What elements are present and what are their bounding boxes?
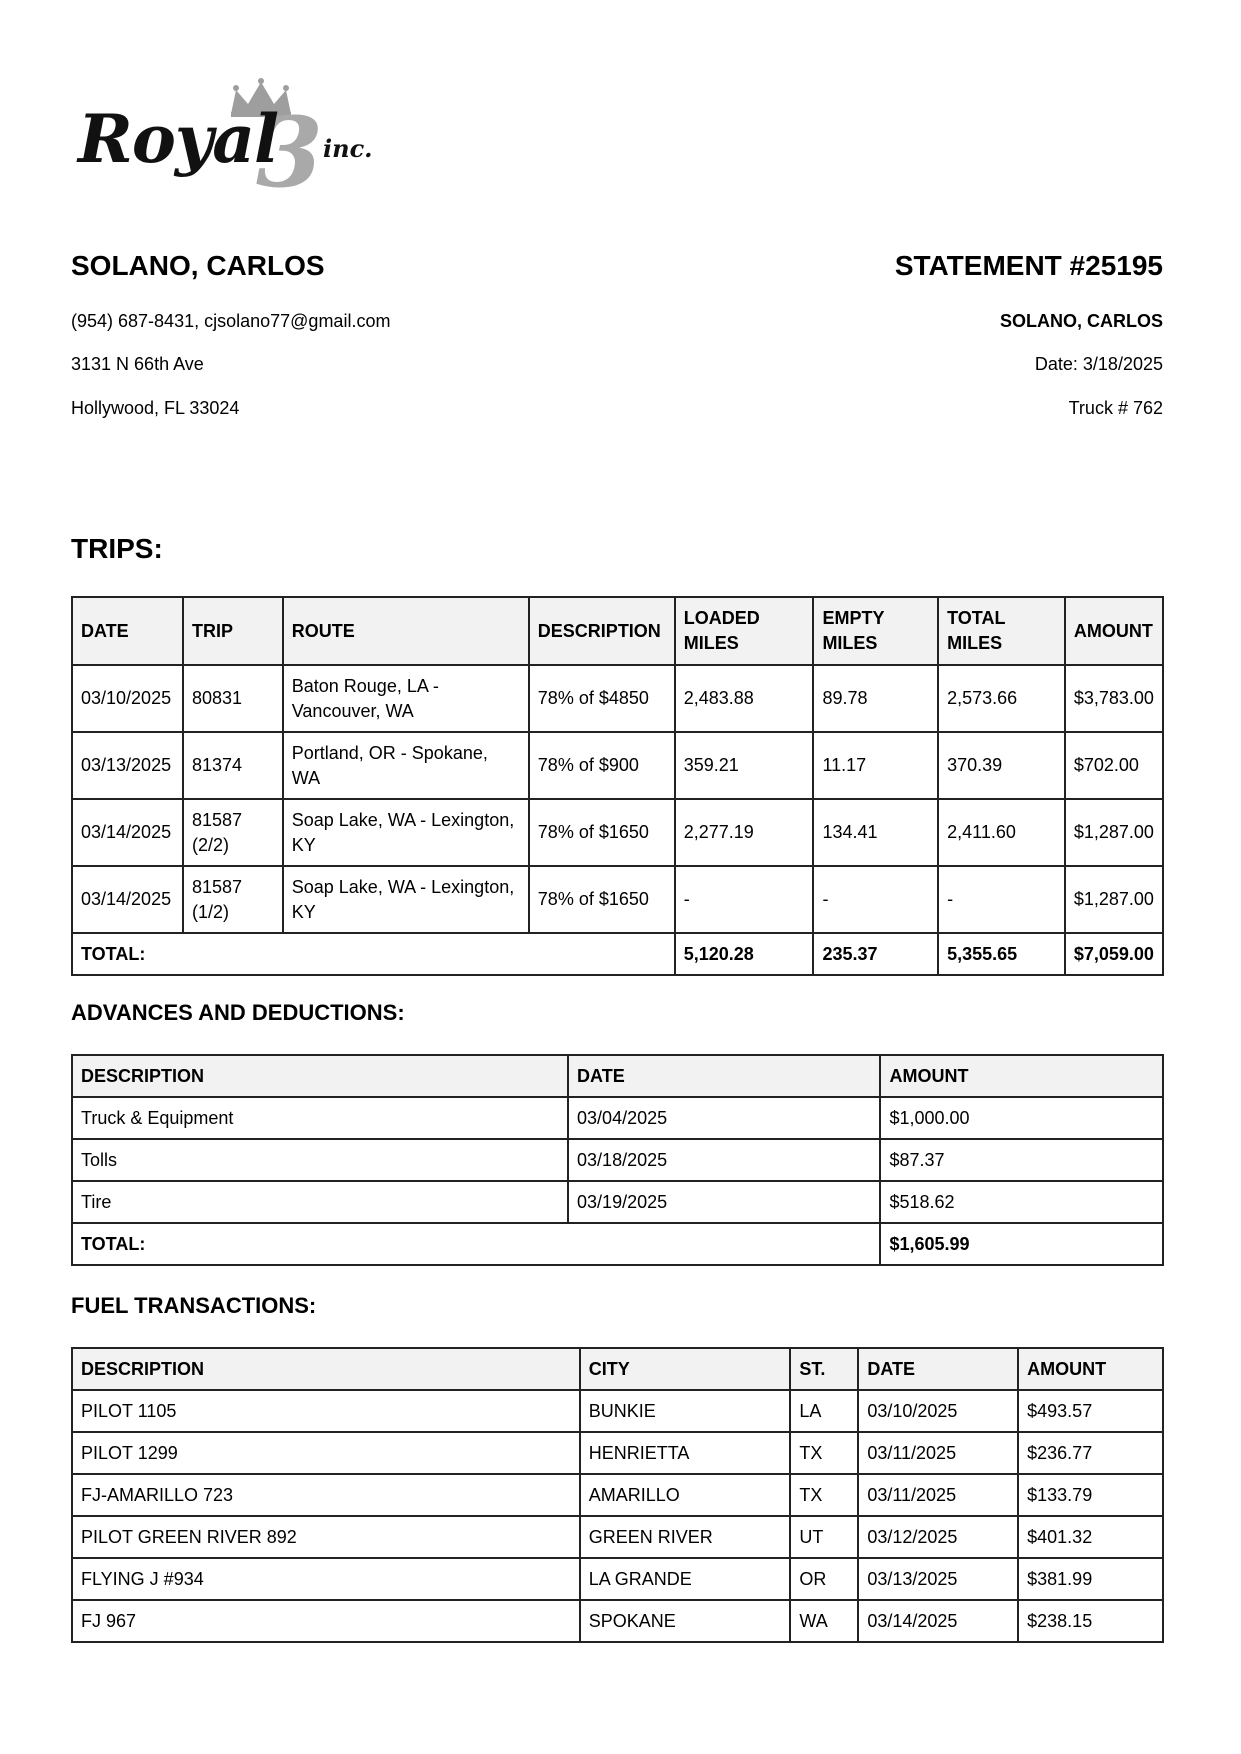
total-miles: 370.39 <box>938 732 1065 799</box>
table-row <box>72 1432 1163 1474</box>
trips-total-row <box>72 933 1163 975</box>
fuel-amount: $401.32 <box>1018 1516 1163 1558</box>
fuel-date: 03/11/2025 <box>858 1474 1018 1516</box>
address-line-1: 3131 N 66th Ave <box>71 354 204 374</box>
trip-route: Soap Lake, WA - Lexington, KY <box>283 866 529 933</box>
trip-description: 78% of $4850 <box>529 665 675 732</box>
fuel-state: OR <box>790 1558 858 1600</box>
company-logo <box>78 78 388 209</box>
column-header: LOADED MILES <box>675 597 814 665</box>
column-header: DESCRIPTION <box>72 1055 568 1097</box>
empty-miles: 89.78 <box>813 665 938 732</box>
table-row <box>72 732 1163 799</box>
total-miles: 2,573.66 <box>938 665 1065 732</box>
table-header-row <box>72 597 1163 665</box>
empty-miles: 11.17 <box>813 732 938 799</box>
total-miles: 2,411.60 <box>938 799 1065 866</box>
fuel-city: GREEN RIVER <box>580 1516 791 1558</box>
table-row <box>72 1390 1163 1432</box>
deduction-date: 03/19/2025 <box>568 1181 880 1223</box>
trip-number: 81587 (2/2) <box>183 799 283 866</box>
fuel-state: TX <box>790 1432 858 1474</box>
table-row <box>72 1181 1163 1223</box>
fuel-state: UT <box>790 1516 858 1558</box>
fuel-amount: $236.77 <box>1018 1432 1163 1474</box>
advances-total-row <box>72 1223 1163 1265</box>
fuel-table <box>71 1347 1164 1643</box>
trip-route: Portland, OR - Spokane, WA <box>283 732 529 799</box>
trip-date: 03/10/2025 <box>72 665 183 732</box>
fuel-date: 03/13/2025 <box>858 1558 1018 1600</box>
total-label: TOTAL: <box>72 1223 880 1265</box>
logo-suffix: inc. <box>323 134 373 163</box>
trip-description: 78% of $900 <box>529 732 675 799</box>
address-line-2: Hollywood, FL 33024 <box>71 398 240 418</box>
total-miles: - <box>938 866 1065 933</box>
column-header: TOTAL MILES <box>938 597 1065 665</box>
column-header: ST. <box>790 1348 858 1390</box>
logo-wordmark: Royal <box>78 100 279 178</box>
column-header: DATE <box>72 597 183 665</box>
table-row <box>72 1558 1163 1600</box>
column-header: AMOUNT <box>1065 597 1163 665</box>
trip-number: 81374 <box>183 732 283 799</box>
loaded-miles: 2,277.19 <box>675 799 814 866</box>
fuel-amount: $493.57 <box>1018 1390 1163 1432</box>
trips-section-title: TRIPS: <box>71 533 163 564</box>
deduction-amount: $87.37 <box>880 1139 1163 1181</box>
total-total-miles: 5,355.65 <box>938 933 1065 975</box>
fuel-date: 03/11/2025 <box>858 1432 1018 1474</box>
deduction-date: 03/04/2025 <box>568 1097 880 1139</box>
table-row <box>72 1600 1163 1642</box>
deduction-amount: $518.62 <box>880 1181 1163 1223</box>
fuel-description: PILOT 1299 <box>72 1432 580 1474</box>
contact-info: (954) 687-8431, cjsolano77@gmail.com <box>71 311 391 331</box>
fuel-city: AMARILLO <box>580 1474 791 1516</box>
column-header: CITY <box>580 1348 791 1390</box>
total-empty-miles: 235.37 <box>813 933 938 975</box>
loaded-miles: 359.21 <box>675 732 814 799</box>
table-row <box>72 799 1163 866</box>
fuel-date: 03/12/2025 <box>858 1516 1018 1558</box>
trip-amount: $3,783.00 <box>1065 665 1163 732</box>
trip-date: 03/14/2025 <box>72 866 183 933</box>
fuel-state: TX <box>790 1474 858 1516</box>
fuel-city: SPOKANE <box>580 1600 791 1642</box>
column-header: AMOUNT <box>1018 1348 1163 1390</box>
trip-number: 80831 <box>183 665 283 732</box>
column-header: DESCRIPTION <box>529 597 675 665</box>
fuel-city: HENRIETTA <box>580 1432 791 1474</box>
trip-route: Soap Lake, WA - Lexington, KY <box>283 799 529 866</box>
fuel-description: PILOT 1105 <box>72 1390 580 1432</box>
total-trip-amount: $7,059.00 <box>1065 933 1163 975</box>
table-row <box>72 1516 1163 1558</box>
table-header-row <box>72 1348 1163 1390</box>
fuel-description: PILOT GREEN RIVER 892 <box>72 1516 580 1558</box>
total-deduction-amount: $1,605.99 <box>880 1223 1163 1265</box>
trip-number: 81587 (1/2) <box>183 866 283 933</box>
table-row <box>72 866 1163 933</box>
fuel-section-title: FUEL TRANSACTIONS: <box>71 1293 317 1318</box>
table-row <box>72 1474 1163 1516</box>
fuel-city: BUNKIE <box>580 1390 791 1432</box>
column-header: DATE <box>858 1348 1018 1390</box>
column-header: TRIP <box>183 597 283 665</box>
fuel-description: FJ 967 <box>72 1600 580 1642</box>
fuel-description: FJ-AMARILLO 723 <box>72 1474 580 1516</box>
fuel-amount: $238.15 <box>1018 1600 1163 1642</box>
fuel-amount: $133.79 <box>1018 1474 1163 1516</box>
statement-date: Date: 3/18/2025 <box>1034 354 1163 374</box>
deduction-description: Tolls <box>72 1139 568 1181</box>
table-row <box>72 1139 1163 1181</box>
trip-amount: $1,287.00 <box>1065 799 1163 866</box>
driver-name-heading: SOLANO, CARLOS <box>71 250 325 281</box>
fuel-description: FLYING J #934 <box>72 1558 580 1600</box>
deduction-amount: $1,000.00 <box>880 1097 1163 1139</box>
trip-date: 03/14/2025 <box>72 799 183 866</box>
loaded-miles: - <box>675 866 814 933</box>
fuel-city: LA GRANDE <box>580 1558 791 1600</box>
column-header: DESCRIPTION <box>72 1348 580 1390</box>
empty-miles: 134.41 <box>813 799 938 866</box>
truck-number: Truck # 762 <box>1068 398 1163 418</box>
trip-amount: $1,287.00 <box>1065 866 1163 933</box>
column-header: DATE <box>568 1055 880 1097</box>
table-row <box>72 1097 1163 1139</box>
advances-section-title: ADVANCES AND DEDUCTIONS: <box>71 1000 405 1025</box>
fuel-amount: $381.99 <box>1018 1558 1163 1600</box>
trip-route: Baton Rouge, LA - Vancouver, WA <box>283 665 529 732</box>
trip-date: 03/13/2025 <box>72 732 183 799</box>
fuel-state: WA <box>790 1600 858 1642</box>
trip-amount: $702.00 <box>1065 732 1163 799</box>
column-header: ROUTE <box>283 597 529 665</box>
total-label: TOTAL: <box>72 933 675 975</box>
trip-description: 78% of $1650 <box>529 866 675 933</box>
fuel-state: LA <box>790 1390 858 1432</box>
logo-three: 3 <box>256 96 323 209</box>
column-header: EMPTY MILES <box>813 597 938 665</box>
table-header-row <box>72 1055 1163 1097</box>
table-row <box>72 665 1163 732</box>
statement-number-heading: STATEMENT #25195 <box>894 250 1163 281</box>
statement-driver-name: SOLANO, CARLOS <box>999 311 1163 331</box>
deduction-description: Tire <box>72 1181 568 1223</box>
fuel-date: 03/10/2025 <box>858 1390 1018 1432</box>
trip-description: 78% of $1650 <box>529 799 675 866</box>
trips-table <box>71 596 1164 976</box>
deduction-description: Truck & Equipment <box>72 1097 568 1139</box>
column-header: AMOUNT <box>880 1055 1163 1097</box>
advances-table <box>71 1054 1164 1266</box>
total-loaded-miles: 5,120.28 <box>675 933 814 975</box>
empty-miles: - <box>813 866 938 933</box>
fuel-date: 03/14/2025 <box>858 1600 1018 1642</box>
deduction-date: 03/18/2025 <box>568 1139 880 1181</box>
loaded-miles: 2,483.88 <box>675 665 814 732</box>
